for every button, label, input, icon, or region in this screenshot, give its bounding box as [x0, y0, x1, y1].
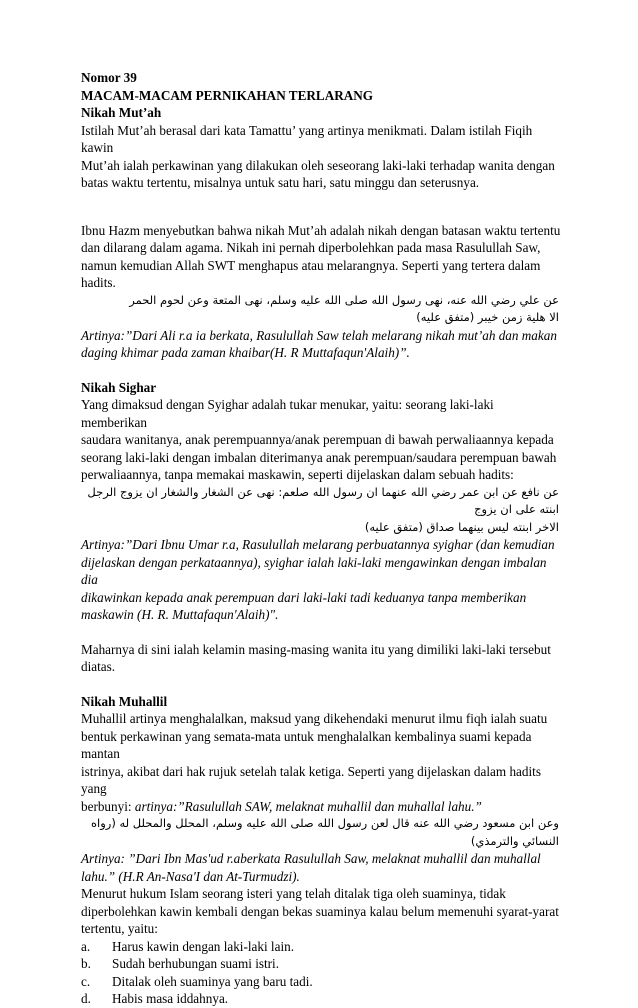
arabic-hadith: عن نافع عن ابن عمر رضي الله عنهما ان رسول الله صلعم: نهى عن الشغار والشغار ان يزوج الرجل ابنته على ان يزوج	[87, 484, 559, 516]
arabic-hadith: الاخر ابنته ليس بينهما صداق (متفق عليه)	[364, 519, 559, 534]
paragraph-line: Maharnya di sini ialah kelamin masing-masing wanita itu yang dimiliki laki-laki tersebut	[81, 641, 551, 657]
paragraph-line: tertentu, yaitu:	[81, 921, 158, 936]
arabic-hadith: الا هلية زمن خيبر (متفق عليه)	[416, 310, 559, 324]
list-item	[81, 990, 561, 1008]
berbunyi-quote: artinya:”Rasulullah SAW, melaknat muhallil dan muhallal lahu.”	[134, 798, 482, 814]
paragraph-line: dan dilarang dalam agama. Nikah ini pernah diperbolehkan pada masa Rasulullah Saw,	[81, 240, 541, 255]
paragraph-line: diatas.	[81, 659, 116, 674]
list-item	[81, 955, 561, 973]
list-marker: d.	[81, 991, 91, 1006]
translation-line: Artinya:”Dari Ibnu Umar r.a, Rasulullah melarang perbuatannya syighar (dan kemudian	[81, 537, 555, 552]
list-marker: a.	[81, 938, 91, 954]
arabic-hadith: وعن ابن مسعود رضي الله عنه قال لعن رسول الله صلى الله عليه وسلم، المحلل والمحلل له (رواه النسائي والترمذي)	[91, 816, 559, 848]
paragraph-line: saudara wanitanya, anak perempuannya/anak perempuan di bawah perwaliaannya kepada	[81, 432, 554, 447]
paragraph-line: diperbolehkan kawin kembali dengan bekas suaminya kalau belum memenuhi syarat-yarat	[81, 903, 559, 919]
list-item	[81, 938, 561, 956]
paragraph-line: seorang laki-laki dengan imbalan diterimanya anak perempuan/saudara perempuan bawah	[81, 449, 557, 465]
paragraph-line: Istilah Mut’ah berasal dari kata Tamattu’ yang artinya menikmati. Dalam istilah Fiqih kawin	[81, 122, 533, 155]
translation-line: dijelaskan dengan perkataannya), syighar ialah laki-laki mengawinkan dengan imbalan dia	[81, 554, 547, 587]
heading-sighar: Nikah Sighar	[81, 379, 157, 395]
list-item	[81, 973, 561, 991]
translation-line: lahu.” (H.R An-Nasa'I dan At-Turmudzi).	[81, 868, 300, 884]
translation-line: dikawinkan kepada anak perempuan dari laki-laki tadi keduanya tanpa memberikan	[81, 589, 527, 605]
translation-line: Artinya:”Dari Ali r.a ia berkata, Rasulullah Saw telah melarang nikah mut’ah dan makan	[81, 327, 557, 343]
paragraph-line: Mut’ah ialah perkawinan yang dilakukan oleh seseorang laki-laki terhadap wanita dengan	[81, 157, 555, 173]
paragraph-line: Menurut hukum Islam seorang isteri yang telah ditalak tiga oleh suaminya, tidak	[81, 886, 506, 901]
list-marker: b.	[81, 956, 91, 971]
paragraph-line: istrinya, akibat dari hak rujuk setelah talak ketiga. Seperti yang dijelaskan dalam hadits yang	[81, 763, 541, 796]
paragraph-line: bentuk perkawinan yang semata-mata untuk menghalalkan kembalinya suami kepada mantan	[81, 728, 532, 761]
arabic-hadith: عن علي رضي الله عنه، نهى رسول الله صلى الله عليه وسلم، نهى المتعة وعن لحوم الحمر	[129, 292, 559, 307]
translation-line: daging khimar pada zaman khaibar(H. R Muttafaqun'Alaih)”.	[81, 345, 410, 360]
list-text: Sudah berhubungan suami istri.	[112, 956, 280, 971]
paragraph-line: Yang dimaksud dengan Syighar adalah tukar menukar, yaitu: seorang laki-laki memberikan	[81, 397, 494, 430]
heading-mutah: Nikah Mut’ah	[81, 105, 162, 120]
doc-title: MACAM-MACAM PERNIKAHAN TERLARANG	[81, 87, 374, 103]
paragraph-line	[81, 798, 561, 816]
berbunyi-prefix: berbunyi:	[81, 798, 135, 814]
paragraph-line: Ibnu Hazm menyebutkan bahwa nikah Mut’ah adalah nikah dengan batasan waktu tertentu	[81, 222, 561, 238]
paragraph-line: perwaliaannya, tanpa memakai maskawin, seperti dijelaskan dalam sebuah hadits:	[81, 467, 514, 482]
list-text: Ditalak oleh suaminya yang baru tadi.	[112, 973, 313, 989]
list-text: Harus kawin dengan laki-laki lain.	[112, 938, 295, 954]
translation-line: maskawin (H. R. Muttafaqun'Alaih)".	[81, 607, 279, 622]
paragraph-line: Muhallil artinya menghalalkan, maksud yang dikehendaki menurut ilmu fiqh ialah suatu	[81, 711, 548, 726]
paragraph-line: hadits.	[81, 275, 116, 290]
list-marker: c.	[81, 973, 91, 989]
translation-line: Artinya: ”Dari Ibn Mas'ud r.aberkata Rasulullah Saw, melaknat muhallil dan muhallal	[81, 851, 541, 866]
doc-number: Nomor 39	[81, 70, 137, 85]
list-text: Habis masa iddahnya.	[112, 991, 229, 1006]
paragraph-line: namun kemudian Allah SWT menghapus atau melarangnya. Seperti yang tertera dalam	[81, 257, 541, 273]
heading-muhallil: Nikah Muhallil	[81, 693, 168, 709]
document	[81, 69, 561, 1008]
paragraph-line: batas waktu tertentu, misalnya untuk satu hari, satu minggu dan seterusnya.	[81, 175, 480, 190]
